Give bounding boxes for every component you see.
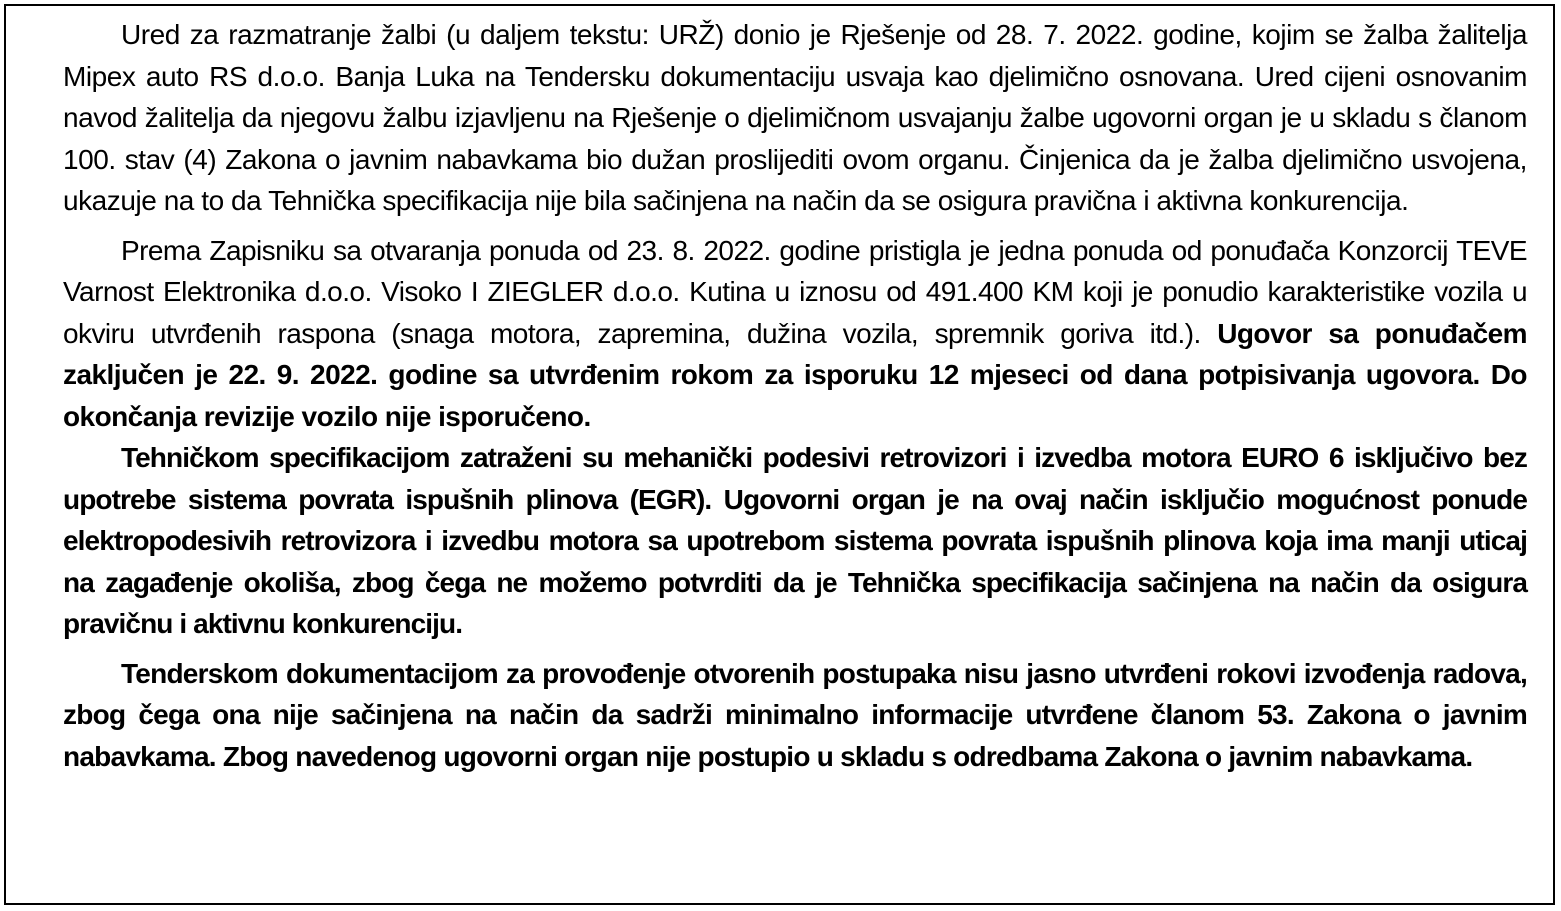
paragraph-2-bold-text: Ugovor sa ponuđačem zaključen je 22. 9. 2022. godine sa utvrđenim rokom za isporuku 12 mjeseci od dana potpisivanja ugovora. Do okončanja revizije vozilo nije isporučeno. bbox=[63, 317, 1527, 432]
document-body bbox=[63, 14, 1527, 777]
paragraph-2 bbox=[63, 230, 1527, 438]
paragraph-1: Ured za razmatranje žalbi (u daljem tekstu: URŽ) donio je Rješenje od 28. 7. 2022. godine, kojim se žalba žalitelja Mipex auto RS d.o.o. Banja Luka na Tendersku dokumentaciju usvaja kao djelimično osnovana. Ured cijeni osnovanim navod žalitelja da njegovu žalbu izjavljenu na Rješenje o djelimičnom usvajanju žalbe ugovorni organ je u skladu s članom 100. stav (4) Zakona o javnim nabavkama bio dužan proslijediti ovom organu. Činjenica da je žalba djelimično usvojena, ukazuje na to da Tehnička specifikacija nije bila sačinjena na način da se osigura pravična i aktivna konkurencija. bbox=[63, 19, 1527, 216]
document-frame bbox=[4, 4, 1555, 905]
paragraph-3: Tehničkom specifikacijom zatraženi su mehanički podesivi retrovizori i izvedba motora EURO 6 isključivo bez upotrebe sistema povrata ispušnih plinova (EGR). Ugovorni organ je na ovaj način isključio mogućnost ponude elektropodesivih retrovizora i izvedbu motora sa upotrebom sistema povrata ispušnih plinova koja ima manji uticaj na zagađenje okoliša, zbog čega ne možemo potvrditi da je Tehnička specifikacija sačinjena na način da osigura pravičnu i aktivnu konkurenciju. bbox=[63, 442, 1527, 639]
paragraph-2-text: Prema Zapisniku sa otvaranja ponuda od 23. 8. 2022. godine pristigla je jedna ponuda od ponuđača Konzorcij TEVE Varnost Elektronika d.o.o. Visoko I ZIEGLER d.o.o. Kutina u iznosu od 491.400 KM koji je ponudio karakteristike vozila u okviru utvrđenih raspona (snaga motora, zapremina, dužina vozila, spremnik goriva itd.). bbox=[63, 234, 1527, 349]
paragraph-4: Tenderskom dokumentacijom za provođenje otvorenih postupaka nisu jasno utvrđeni rokovi izvođenja radova, zbog čega ona nije sačinjena na način da sadrži minimalno informacije utvrđene članom 53. Zakona o javnim nabavkama. Zbog navedenog ugovorni organ nije postupio u skladu s odredbama Zakona o javnim nabavkama. bbox=[63, 657, 1527, 772]
